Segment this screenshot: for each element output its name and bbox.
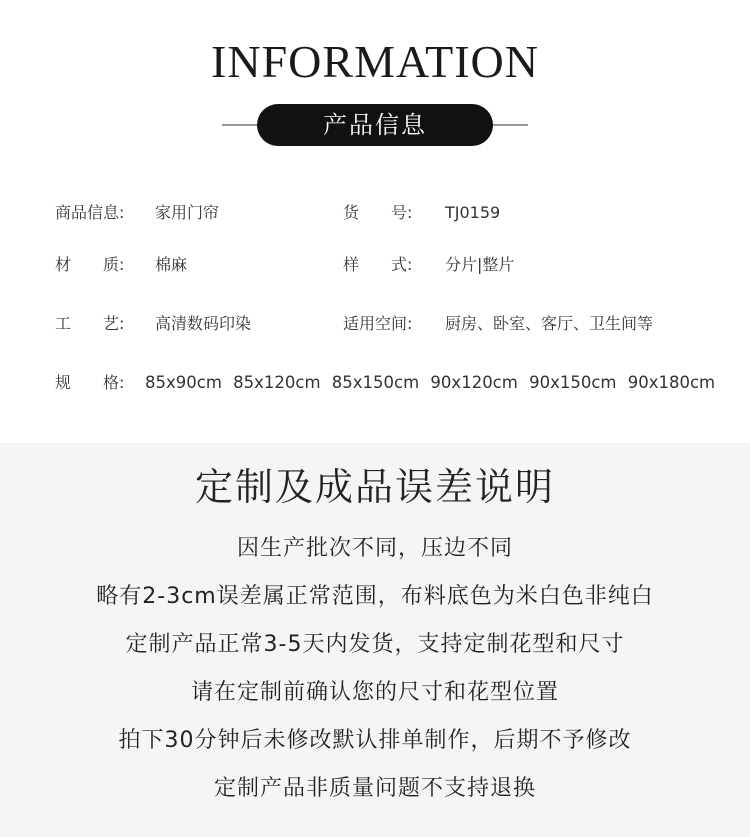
- information-heading: INFORMATION: [211, 36, 539, 87]
- size-options: 85x90cm 85x120cm 85x150cm 90x120cm 90x150cm 90x180cm: [145, 373, 716, 392]
- info-value: 分片|整片: [445, 255, 515, 274]
- product-info-pill: 产品信息: [257, 104, 493, 146]
- info-label: 工 艺:: [55, 314, 125, 333]
- notice-line: 定制产品正常3-5天内发货，支持定制花型和尺寸: [125, 632, 625, 657]
- info-label: 材 质:: [55, 255, 125, 274]
- info-value: 高清数码印染: [155, 314, 252, 333]
- notice-title: 定制及成品误差说明: [194, 465, 555, 509]
- heading-rule-left: [222, 124, 262, 126]
- heading-rule-right: [488, 124, 528, 126]
- notice-section: [0, 443, 750, 837]
- info-value: TJ0159: [445, 203, 501, 222]
- notice-line: 略有2-3cm误差属正常范围，布料底色为米白色非纯白: [96, 584, 654, 609]
- info-label: 规 格:: [55, 373, 125, 392]
- info-label: 商品信息:: [55, 203, 125, 222]
- info-label: 货 号:: [343, 203, 413, 222]
- info-value: 棉麻: [155, 255, 188, 274]
- notice-line: 定制产品非质量问题不支持退换: [213, 776, 536, 801]
- info-label: 适用空间:: [343, 314, 413, 333]
- notice-line: 拍下30分钟后未修改默认排单制作，后期不予修改: [118, 728, 632, 753]
- notice-line: 请在定制前确认您的尺寸和花型位置: [190, 680, 559, 705]
- info-value: 厨房、卧室、客厅、卫生间等: [445, 314, 654, 333]
- info-label: 样 式:: [343, 255, 413, 274]
- info-value: 家用门帘: [155, 203, 220, 222]
- notice-line: 因生产批次不同，压边不同: [236, 536, 513, 561]
